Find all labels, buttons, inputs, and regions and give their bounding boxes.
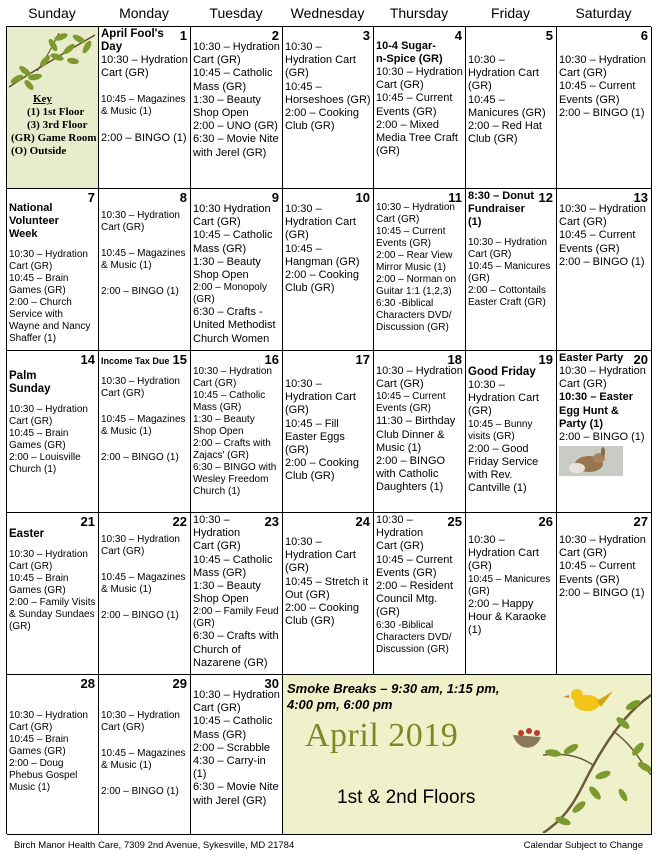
- event-item: 10:45 – Current Events (GR): [559, 560, 636, 586]
- day-number: 16: [264, 352, 279, 367]
- day-header-sunday: Sunday: [28, 5, 76, 21]
- day-number: 14: [80, 352, 95, 367]
- bunny-photo: [559, 446, 623, 476]
- event-item: 6:30 – Crafts with Church of Nazarene (GR): [193, 630, 279, 669]
- event-item: 10:45 – Hangman (GR): [285, 242, 360, 268]
- event-item: 10:45 – Bunny visits (GR): [468, 418, 533, 442]
- day-cell-25: [374, 513, 466, 675]
- event-item: 10:45 – Magazines & Music (1): [101, 248, 186, 271]
- event-item: 2:00 – Good Friday Service with Rev. Cantville (1): [468, 442, 539, 495]
- day-number: 13: [633, 190, 648, 205]
- smoke-breaks: Smoke Breaks – 9:30 am, 1:15 pm, 4:00 pm, 6:00 pm: [287, 681, 500, 712]
- day-number: 25: [447, 514, 462, 529]
- event-item: 10:45 – Stretch it Out (GR): [285, 575, 369, 601]
- event-item: 10:45 – Catholic Mass (GR): [193, 390, 266, 413]
- day-number: 3: [362, 28, 370, 43]
- event-item: 2:00 – Red Hat Club (GR): [468, 120, 542, 146]
- event-item: 10:30 – Hydration Cart (GR): [101, 534, 180, 557]
- event-item: 10:30 – Hydration Cart (GR): [376, 514, 424, 553]
- event-item: 10:45 – Fill Easter Eggs (GR): [285, 417, 345, 457]
- event-item: 2:00 – BINGO (1): [101, 132, 187, 145]
- event-item: 10:45 – Manicures (GR): [468, 261, 551, 284]
- event-item: 10:45 – Brain Games (GR): [9, 273, 69, 296]
- event-item: 10:45 – Catholic Mass (GR): [193, 229, 273, 255]
- day-number: 6: [640, 28, 648, 43]
- event-item: 10:30 – Hydration Cart (GR): [285, 378, 356, 417]
- event-item: 11:30 – Birthday Club Dinner & Music (1): [376, 415, 456, 454]
- day-number: 28: [80, 676, 95, 691]
- event-item: 10:45 – Current Events (GR): [559, 80, 636, 106]
- footer: [0, 838, 657, 854]
- day-number: 22: [172, 514, 187, 529]
- event-item: 10:30 – Easter Egg Hunt & Party (1): [559, 391, 633, 430]
- key-cell: [7, 27, 99, 189]
- event-item: 2:00 – BINGO (1): [559, 255, 645, 268]
- event-item: 10:45 – Catholic Mass (GR): [193, 553, 273, 579]
- event-item: 10:30 – Hydration Cart (GR): [101, 376, 180, 399]
- day-cell-27: [557, 513, 652, 675]
- event-item: 6:30 -Biblical Characters DVD/ Discussion (GR): [376, 619, 452, 655]
- day-number: 11: [448, 190, 462, 205]
- event-item: 1:30 – Beauty Shop Open: [193, 580, 261, 606]
- day-title: 10-4 Sugar-n-Spice (GR): [376, 40, 443, 65]
- event-item: 10:30 – Hydration Cart (GR): [376, 202, 455, 225]
- key-title: Key: [33, 93, 52, 105]
- event-item: 1:30 – Beauty Shop Open: [193, 255, 261, 282]
- day-header-monday: Monday: [119, 5, 169, 21]
- day-cell-10: [283, 189, 374, 351]
- day-number: 19: [538, 352, 553, 367]
- event-item: 4:30 – Carry-in (1): [193, 755, 266, 781]
- event-item: 2:00 – Doug Phebus Gospel Music (1): [9, 758, 78, 793]
- day-number: 18: [447, 352, 462, 367]
- event-item: 10:45 – Manicures (GR): [468, 573, 551, 597]
- day-cell-6: [557, 27, 652, 189]
- footer-disclaimer: Calendar Subject to Change: [523, 840, 643, 851]
- event-item: 10:30 – Hydration Cart (GR): [101, 710, 180, 733]
- event-item: 2:00 – BINGO (1): [101, 286, 179, 297]
- event-item: 2:00 – Happy Hour & Karaoke (1): [468, 597, 547, 637]
- key-game-room: (GR) Game Room: [11, 132, 97, 144]
- day-cell-17: [283, 351, 374, 513]
- event-item: 10:45 – Magazines & Music (1): [101, 414, 186, 437]
- day-cell-4: [374, 27, 466, 189]
- day-title: Good Friday: [468, 366, 536, 378]
- calendar-grid: [6, 26, 651, 834]
- event-item: 10:30 – Hydration Cart (GR): [285, 203, 356, 242]
- footer-address: Birch Manor Health Care, 7309 2nd Avenue, Sykesville, MD 21784: [14, 840, 295, 851]
- event-item: 2:00 – Scrabble: [193, 741, 271, 754]
- event-item: 6:30 -Biblical Characters DVD/ Discussion (GR): [376, 298, 452, 333]
- event-item: 2:00 – Family Feud (GR): [193, 606, 279, 630]
- event-item: 10:45 – Current Events (GR): [559, 229, 636, 255]
- day-number: 10: [355, 190, 370, 205]
- branch-with-bird-icon: [483, 675, 651, 833]
- day-cell-12: [466, 189, 557, 351]
- event-item: 10:30 – Hydration Cart (GR): [468, 534, 539, 573]
- weekday-header: [6, 0, 651, 26]
- day-cell-16: [191, 351, 283, 513]
- event-item: 2:00 – Family Visits & Sunday Sundaes (GR): [9, 597, 96, 632]
- event-item: 10:30 – Hydration Cart (GR): [193, 41, 280, 67]
- event-item: 2:00 – BINGO (1): [101, 452, 179, 463]
- day-number: 26: [538, 514, 553, 529]
- event-item: 10:45 – Brain Games (GR): [9, 428, 69, 451]
- day-number: 24: [355, 514, 370, 529]
- day-cell-15: [99, 351, 191, 513]
- day-cell-14: [7, 351, 99, 513]
- event-item: 10:30 – Hydration Cart (GR): [559, 365, 646, 391]
- event-item: 2:00 – Rear View Mirror Music (1): [376, 250, 453, 273]
- event-item: 10:45 – Current Events (GR): [376, 553, 453, 579]
- day-cell-29: [99, 675, 191, 835]
- day-number: 21: [80, 514, 95, 529]
- key-floor-3: (3) 3rd Floor: [27, 119, 88, 131]
- event-item: 10:30 – Hydration Cart (GR): [9, 249, 88, 272]
- event-item: 2:00 – BINGO (1): [559, 106, 645, 119]
- day-title: April Fool's Day: [101, 28, 164, 53]
- day-number: 2: [271, 28, 279, 43]
- event-item: 10:30 – Hydration Cart (GR): [468, 54, 539, 93]
- event-item: 10:30 – Hydration Cart (GR): [468, 379, 539, 418]
- event-item: 2:00 – Cooking Club (GR): [285, 107, 359, 133]
- day-number: 8: [179, 190, 187, 205]
- day-number: 30: [264, 676, 279, 691]
- event-item: 2:00 – BINGO (1): [101, 786, 179, 797]
- day-cell-7: [7, 189, 99, 351]
- event-item: 1:30 – Beauty Shop Open: [193, 93, 261, 120]
- day-cell-5: [466, 27, 557, 189]
- day-number: 1: [179, 28, 187, 43]
- day-title: Easter Party: [559, 352, 624, 364]
- month-title: April 2019: [305, 717, 459, 754]
- event-item: 10:45 – Current Events (GR): [376, 92, 453, 118]
- event-item: 10:30 – Hydration Cart (GR): [193, 689, 280, 715]
- day-number: 23: [264, 514, 279, 529]
- event-item: 10:45 – Current Events (GR): [376, 391, 446, 415]
- day-number: 15: [172, 352, 187, 367]
- event-item: 2:00 – Cooking Club (GR): [285, 602, 359, 628]
- day-cell-11: [374, 189, 466, 351]
- day-title: 8:30 – Donut Fundraiser (1): [468, 190, 535, 228]
- event-item: 2:00 – Monopoly (GR): [193, 282, 267, 306]
- day-header-saturday: Saturday: [575, 5, 632, 21]
- day-number: 9: [271, 190, 279, 205]
- day-cell-18: [374, 351, 466, 513]
- day-number: 4: [454, 28, 462, 43]
- floors-label: 1st & 2nd Floors: [337, 787, 476, 808]
- day-header-wednesday: Wednesday: [290, 5, 365, 21]
- event-item: 2:00 – Norman on Guitar 1:1 (1,2,3): [376, 274, 457, 297]
- event-item: 10:30 – Hydration Cart (GR): [468, 237, 547, 260]
- event-item: 2:00 – UNO (GR): [193, 120, 278, 133]
- event-item: 10:45 – Magazines & Music (1): [101, 94, 186, 118]
- event-item: 10:30 – Hydration Cart (GR): [9, 549, 88, 572]
- event-item: 2:00 – Church Service with Wayne and Nancy Shaffer (1): [9, 297, 91, 344]
- day-cell-13: [557, 189, 652, 351]
- day-title: National Volunteer Week: [9, 202, 59, 240]
- event-item: 2:00 – BINGO (1): [559, 586, 645, 599]
- event-item: 10:30 – Hydration Cart (GR): [193, 514, 241, 553]
- day-number: 29: [172, 676, 187, 691]
- key-floor-1: (1) 1st Floor: [27, 106, 85, 118]
- event-item: 1:30 – Beauty Shop Open: [193, 414, 255, 437]
- event-item: 10:30 – Hydration Cart (GR): [376, 66, 463, 92]
- event-item: 10:30 – Hydration Cart (GR): [101, 54, 188, 80]
- event-item: 2:00 – Cooking Club (GR): [285, 269, 359, 295]
- leaf-branch-icon: [7, 27, 98, 93]
- day-cell-3: [283, 27, 374, 189]
- day-number: 20: [633, 352, 648, 367]
- event-item: 10:45 – Catholic Mass (GR): [193, 67, 273, 93]
- day-cell-30: [191, 675, 283, 835]
- event-item: 6:30 – Movie Nite with Jerel (GR): [193, 133, 279, 159]
- event-item: 10:45 – Catholic Mass (GR): [193, 715, 273, 741]
- event-item: 10:30 – Hydration Cart (GR): [559, 203, 646, 229]
- event-item: 10:30 – Hydration Cart (GR): [285, 41, 356, 80]
- event-item: 10:30 – Hydration Cart (GR): [285, 536, 356, 575]
- key-outside: (O) Outside: [11, 145, 67, 157]
- day-title: Easter: [9, 528, 45, 540]
- event-item: 10:30 – Hydration Cart (GR): [101, 210, 180, 233]
- event-item: 2:00 – Cottontails Easter Craft (GR): [468, 285, 546, 308]
- event-item: 10:45 – Current Events (GR): [376, 226, 446, 249]
- month-banner: [283, 675, 652, 835]
- event-item: 2:00 – Louisville Church (1): [9, 452, 81, 475]
- day-number: 27: [633, 514, 648, 529]
- event-item: 2:00 – BINGO with Catholic Daughters (1): [376, 455, 446, 494]
- key-legend: [11, 93, 97, 158]
- day-title: Income Tax Due: [101, 356, 170, 366]
- event-item: 10:45 – Brain Games (GR): [9, 573, 69, 596]
- event-item: 10:30 Hydration Cart (GR): [193, 203, 271, 229]
- day-header-friday: Friday: [491, 5, 530, 21]
- event-item: 2:00 – BINGO (1): [559, 431, 645, 444]
- event-item: 2:00 – Cooking Club (GR): [285, 457, 359, 483]
- event-item: 10:30 – Hydration Cart (GR): [9, 404, 88, 427]
- day-title: Palm Sunday: [9, 370, 51, 395]
- day-cell-21: [7, 513, 99, 675]
- event-item: 10:30 – Hydration Cart (GR): [559, 534, 646, 560]
- event-item: 10:30 – Hydration Cart (GR): [9, 710, 88, 733]
- day-cell-1: [99, 27, 191, 189]
- event-item: 6:30 – Movie Nite with Jerel (GR): [193, 781, 279, 807]
- day-cell-8: [99, 189, 191, 351]
- event-item: 6:30 – Crafts - United Methodist Church Women: [193, 306, 276, 345]
- event-item: 10:45 – Magazines & Music (1): [101, 748, 186, 771]
- event-item: 10:30 – Hydration Cart (GR): [376, 365, 463, 391]
- day-cell-28: [7, 675, 99, 835]
- event-item: 10:45 – Manicures (GR): [468, 93, 546, 119]
- day-number: 12: [538, 190, 553, 205]
- event-item: 10:45 – Magazines & Music (1): [101, 572, 186, 595]
- day-number: 7: [87, 190, 95, 205]
- day-cell-22: [99, 513, 191, 675]
- event-item: 6:30 – BINGO with Wesley Freedom Church (1): [193, 462, 277, 497]
- day-cell-24: [283, 513, 374, 675]
- day-cell-19: [466, 351, 557, 513]
- day-cell-9: [191, 189, 283, 351]
- day-cell-2: [191, 27, 283, 189]
- event-item: 10:45 – Brain Games (GR): [9, 734, 69, 757]
- event-item: 10:30 – Hydration Cart (GR): [559, 54, 646, 80]
- day-number: 5: [545, 28, 553, 43]
- event-item: 2:00 – BINGO (1): [101, 610, 179, 621]
- day-header-tuesday: Tuesday: [209, 5, 263, 21]
- day-cell-20: [557, 351, 652, 513]
- day-header-thursday: Thursday: [389, 5, 449, 21]
- event-item: 2:00 – Mixed Media Tree Craft (GR): [376, 118, 458, 158]
- event-item: 2:00 – Resident Council Mtg. (GR): [376, 580, 454, 619]
- day-cell-26: [466, 513, 557, 675]
- day-cell-23: [191, 513, 283, 675]
- event-item: 10:45 – Horseshoes (GR): [285, 80, 371, 106]
- day-number: 17: [355, 352, 370, 367]
- event-item: 2:00 – Crafts with Zajacs' (GR): [193, 438, 271, 461]
- event-item: 10:30 – Hydration Cart (GR): [193, 366, 272, 389]
